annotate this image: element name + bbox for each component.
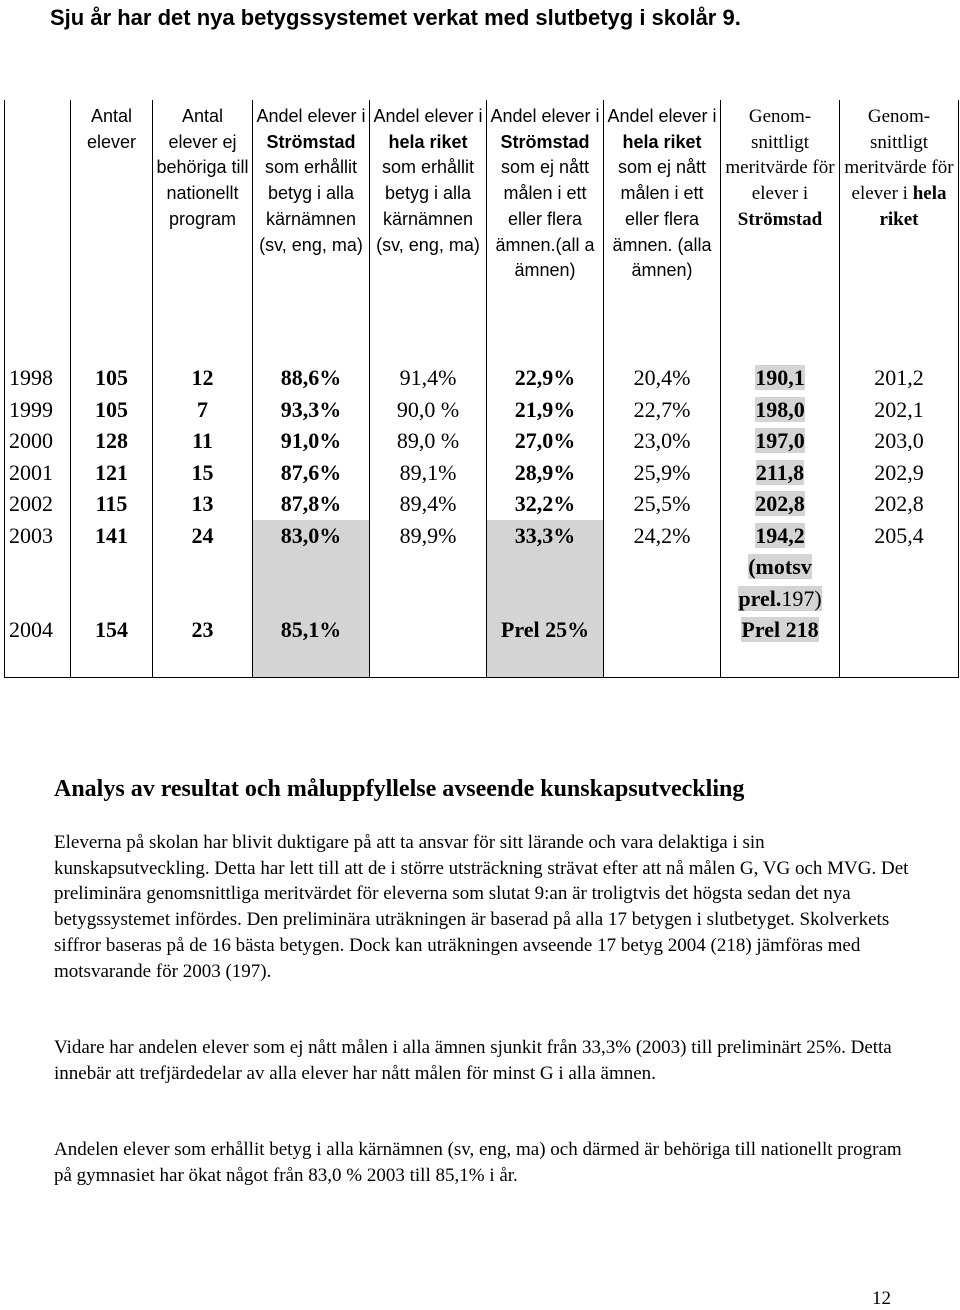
table-cell: 22,7% [604,394,721,426]
year-cell: 2001 [5,457,71,489]
table-cell: 93,3% [253,394,370,426]
paragraph-analysis: Eleverna på skolan har blivit duktigare på att ta ansvar för sitt lärande och vara delaktiga i sin kunskapsutveckling. Detta har lett till att de i större utsträckning strävat efter att nå målen G, VG och MVG. Det preliminära genomsnittliga meritvärdet för eleverna som slutat 9:an är troligtvis det högsta sedan det nya betygssystemet infördes. Den preliminära uträkningen är baserad på alla 17 betygen i slutbetyget. Skolverkets siffror baseras på de 16 bästa betygen. Dock kan uträkningen avseende 17 betyg 2004 (218) jämföras med motsvarande för 2003 (197). [54,832,909,982]
table-cell: 27,0% [487,425,604,457]
table-cell: 15 [153,457,253,489]
year-cell: 2004 [5,614,71,678]
table-cell: 121 [71,457,153,489]
table-cell-merit-2003: 194,2 (motsv prel.197) [721,520,840,615]
table-cell: 90,0 % [370,394,487,426]
table-cell: 202,8 [721,488,840,520]
header-cell-year [5,100,71,344]
table-cell: 202,1 [840,394,959,426]
table-cell: 24,2% [604,520,721,615]
table-cell: 105 [71,362,153,394]
table-cell [840,614,959,678]
year-cell: 2003 [5,520,71,615]
table-cell: 190,1 [721,362,840,394]
table-cell: 89,0 % [370,425,487,457]
table-cell: 203,0 [840,425,959,457]
table-row [5,520,959,615]
table-row [5,394,959,426]
table-cell [604,614,721,678]
table-cell: 22,9% [487,362,604,394]
table-cell: 87,8% [253,488,370,520]
header-cell-antal-elever: Antal elever [71,100,153,344]
header-cell-meritvarde-riket: Genom-snittligt meritvärde för elever i hela riket [840,100,959,344]
table-cell: 89,4% [370,488,487,520]
table-cell: 25,9% [604,457,721,489]
header-cell-andel-stromstad-ej-natt: Andel elever i Strömstad som ej nått målen i ett eller flera ämnen.(all a ämnen) [487,100,604,344]
table-cell: Prel 218 [721,614,840,678]
table-row [5,425,959,457]
table-cell: 154 [71,614,153,678]
table-cell: 32,2% [487,488,604,520]
table-cell: 20,4% [604,362,721,394]
table-cell: 141 [71,520,153,615]
table-cell: 198,0 [721,394,840,426]
table-cell: 91,0% [253,425,370,457]
table-cell: 85,1% [253,614,370,678]
table-cell: 23 [153,614,253,678]
table-cell: 91,4% [370,362,487,394]
table-cell: 11 [153,425,253,457]
table-header-row [5,100,959,344]
paragraph-mal: Vidare har andelen elever som ej nått målen i alla ämnen sjunkit från 33,3% (2003) till preliminärt 25%. Detta innebär att trefjärdedelar av alla elever har nått målen för minst G i alla ämnen. [54,1037,892,1084]
page-number: 12 [872,1288,891,1309]
table-cell: 28,9% [487,457,604,489]
table-cell: 33,3% [487,520,604,615]
table-spacer-row [5,344,959,362]
table-cell: 202,8 [840,488,959,520]
table-cell: 201,2 [840,362,959,394]
table-cell [370,614,487,678]
table-row [5,488,959,520]
table-cell: 88,6% [253,362,370,394]
header-cell-andel-riket-ej-natt: Andel elever i hela riket som ej nått målen i ett eller flera ämnen. (alla ämnen) [604,100,721,344]
section-heading: Analys av resultat och måluppfyllelse avseende kunskapsutveckling [54,776,745,802]
table-cell: 105 [71,394,153,426]
table-cell: 87,6% [253,457,370,489]
table-cell: 89,9% [370,520,487,615]
table-cell: 23,0% [604,425,721,457]
grade-statistics-table [4,100,959,678]
table-cell: 7 [153,394,253,426]
header-cell-andel-stromstad-karnamnen: Andel elever i Strömstad som erhållit betyg i alla kärnämnen (sv, eng, ma) [253,100,370,344]
year-cell: 1998 [5,362,71,394]
table-cell: 25,5% [604,488,721,520]
table-cell: 12 [153,362,253,394]
header-cell-ej-behoriga: Antal elever ej behöriga till nationellt program [153,100,253,344]
year-cell: 2002 [5,488,71,520]
year-cell: 2000 [5,425,71,457]
table-cell: 21,9% [487,394,604,426]
table-cell: 13 [153,488,253,520]
table-cell: 211,8 [721,457,840,489]
table-row [5,614,959,678]
table-cell: 128 [71,425,153,457]
year-cell: 1999 [5,394,71,426]
table-cell: 83,0% [253,520,370,615]
header-cell-meritvarde-stromstad: Genom-snittligt meritvärde för elever i Strömstad [721,100,840,344]
table-row [5,362,959,394]
table-cell: 202,9 [840,457,959,489]
page-title: Sju år har det nya betygssystemet verkat med slutbetyg i skolår 9. [50,5,741,30]
table-cell: 197,0 [721,425,840,457]
table-cell: 115 [71,488,153,520]
table-cell: 24 [153,520,253,615]
paragraph-karnamnen: Andelen elever som erhållit betyg i alla kärnämnen (sv, eng, ma) och därmed är behöriga till nationellt program på gymnasiet har ökat något från 83,0 % 2003 till 85,1% i år. [54,1139,902,1186]
table-cell: 205,4 [840,520,959,615]
header-cell-andel-riket-karnamnen: Andel elever i hela riket som erhållit betyg i alla kärnämnen (sv, eng, ma) [370,100,487,344]
table-cell: Prel 25% [487,614,604,678]
table-row [5,457,959,489]
table-cell: 89,1% [370,457,487,489]
